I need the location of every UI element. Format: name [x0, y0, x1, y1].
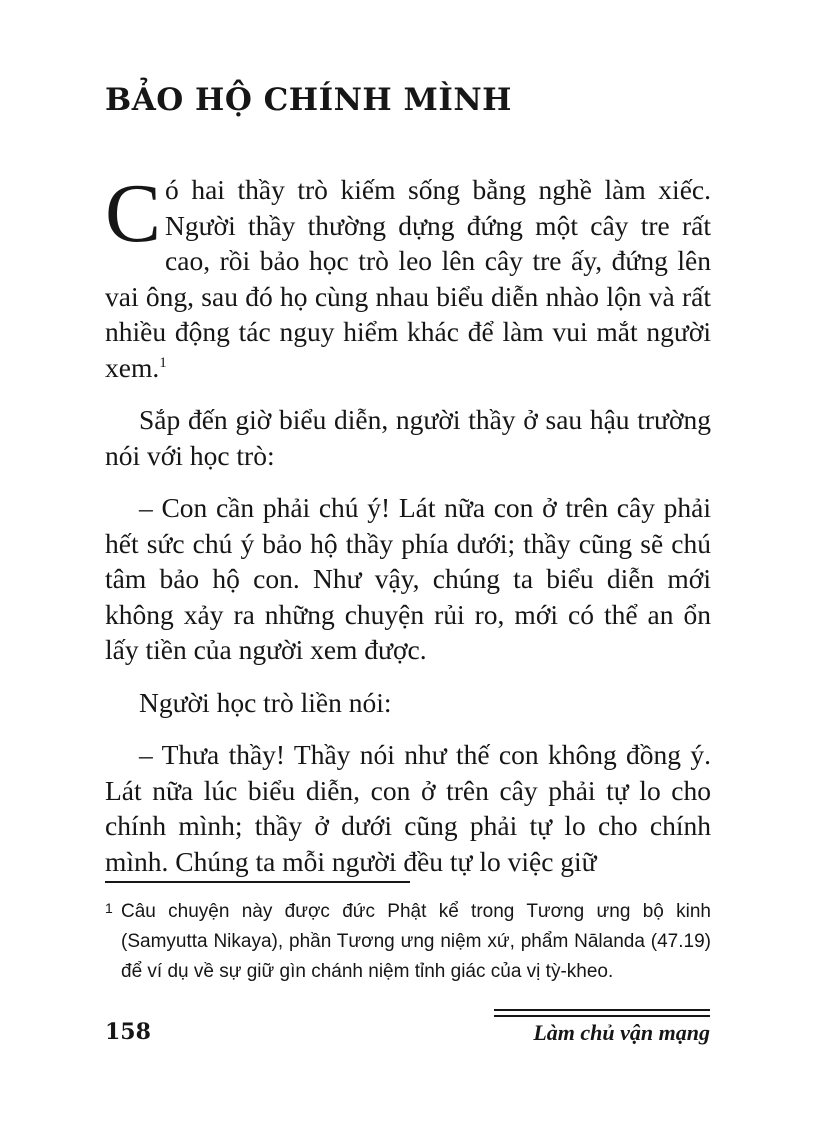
running-book-title: Làm chủ vận mạng: [533, 1020, 710, 1045]
page-number: 158: [105, 1019, 151, 1045]
footnote: [105, 893, 711, 987]
footnote-text: Câu chuyện này được đức Phật kể trong Tương ưng bộ kinh (Samyutta Nikaya), phần Tương ưng niệm xứ, phẩm Nālanda (47.19) để ví dụ về sự giữ gìn chánh niệm tỉnh giác của vị tỳ-kheo.: [121, 901, 711, 982]
footnote-divider: [105, 881, 410, 883]
drop-cap: C: [105, 167, 162, 260]
paragraph-1-text: ó hai thầy trò kiếm sống bằng nghề làm xiếc. Người thầy thường dựng đứng một cây tre rất cao, rồi bảo học trò leo lên cây tre ấy, đứng lên vai ông, sau đó họ cùng nhau biểu diễn nhào lộn và rất nhiều động tác nguy hiểm khác để làm vui mắt người xem.: [105, 174, 711, 383]
running-footer-rule-bottom: [494, 1015, 710, 1017]
running-footer-rule-top: [494, 1009, 710, 1011]
footnote-mark: 1: [105, 900, 113, 916]
paragraph-1: [105, 167, 711, 385]
paragraph-5: – Thưa thầy! Thầy nói như thế con không đồng ý. Lát nữa lúc biểu diễn, con ở trên cây phải tự lo cho chính mình; thầy ở dưới cũng phải tự lo cho chính mình. Chúng ta mỗi người đều tự lo việc giữ: [105, 739, 711, 877]
paragraph-3: – Con cần phải chú ý! Lát nữa con ở trên cây phải hết sức chú ý bảo hộ thầy phía dưới; thầy cũng sẽ chú tâm bảo hộ con. Như vậy, chúng ta biểu diễn mới không xảy ra những chuyện rủi ro, mới có thể an ổn lấy tiền của người xem được.: [105, 492, 711, 665]
footnote-reference[interactable]: 1: [159, 354, 167, 371]
body-text: [105, 167, 711, 896]
chapter-title: BẢO HỘ CHÍNH MÌNH: [105, 82, 512, 118]
paragraph-4: Người học trò liền nói:: [139, 686, 392, 718]
paragraph-2: Sắp đến giờ biểu diễn, người thầy ở sau hậu trường nói với học trò:: [105, 404, 711, 471]
